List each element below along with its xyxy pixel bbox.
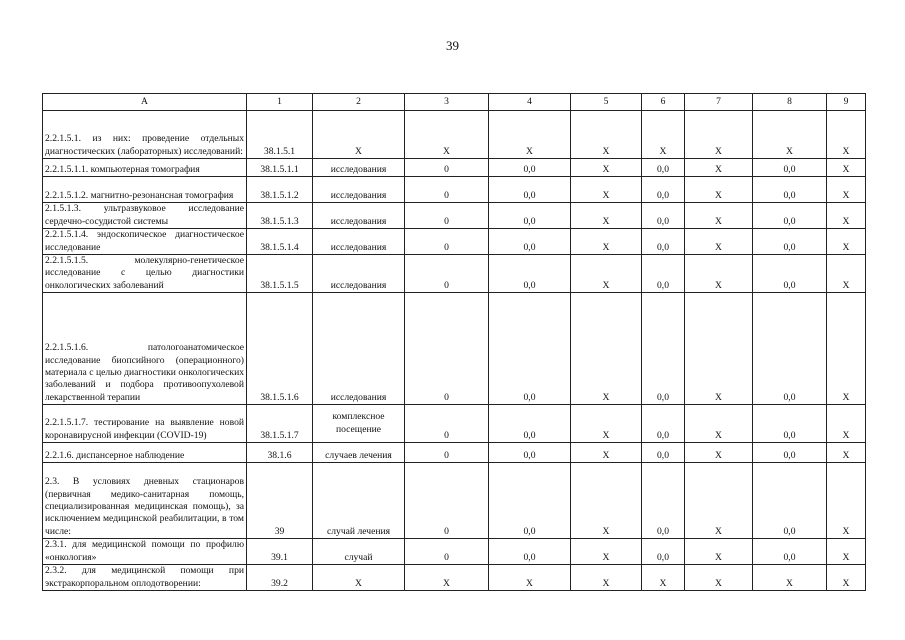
table-header-row bbox=[43, 94, 866, 111]
value-cell: Х bbox=[753, 111, 827, 159]
value-cell: Х bbox=[827, 159, 866, 177]
value-cell: 0,0 bbox=[753, 177, 827, 203]
value-cell: Х bbox=[827, 111, 866, 159]
unit-cell: исследования bbox=[313, 203, 405, 229]
row-code: 38.1.5.1 bbox=[247, 111, 313, 159]
table-row bbox=[43, 565, 866, 591]
value-cell: 0,0 bbox=[642, 405, 685, 443]
value-cell: 0 bbox=[405, 159, 489, 177]
value-cell: 0 bbox=[405, 203, 489, 229]
unit-cell: случай bbox=[313, 539, 405, 565]
value-cell: Х bbox=[685, 293, 753, 405]
value-cell: Х bbox=[489, 565, 571, 591]
value-cell: Х bbox=[571, 443, 642, 463]
value-cell: Х bbox=[642, 111, 685, 159]
value-cell: Х bbox=[685, 203, 753, 229]
row-code: 39.1 bbox=[247, 539, 313, 565]
unit-cell: Х bbox=[313, 565, 405, 591]
unit-cell: исследования bbox=[313, 159, 405, 177]
column-header: 5 bbox=[571, 94, 642, 111]
value-cell: Х bbox=[685, 177, 753, 203]
table-row bbox=[43, 463, 866, 539]
row-description: 2.3.2. для медицинской помощи при экстракорпоральном оплодотворении: bbox=[43, 565, 247, 591]
value-cell: 0,0 bbox=[753, 443, 827, 463]
value-cell: 0 bbox=[405, 177, 489, 203]
table-row bbox=[43, 539, 866, 565]
column-header: 2 bbox=[313, 94, 405, 111]
value-cell: 0 bbox=[405, 539, 489, 565]
value-cell: Х bbox=[405, 565, 489, 591]
unit-cell: комплексное посещение bbox=[313, 405, 405, 443]
unit-cell: исследования bbox=[313, 229, 405, 255]
value-cell: 0 bbox=[405, 463, 489, 539]
page-number: 39 bbox=[446, 38, 459, 53]
table-row bbox=[43, 229, 866, 255]
value-cell: 0,0 bbox=[489, 159, 571, 177]
value-cell: Х bbox=[571, 229, 642, 255]
value-cell: 0 bbox=[405, 229, 489, 255]
value-cell: 0,0 bbox=[489, 177, 571, 203]
unit-cell: случаев лечения bbox=[313, 443, 405, 463]
column-header: 4 bbox=[489, 94, 571, 111]
value-cell: 0,0 bbox=[642, 293, 685, 405]
row-code: 38.1.6 bbox=[247, 443, 313, 463]
value-cell: Х bbox=[827, 565, 866, 591]
row-description: 2.2.1.5.1. из них: проведение отдельных диагностических (лабораторных) исследований: bbox=[43, 111, 247, 159]
value-cell: 0,0 bbox=[753, 159, 827, 177]
value-cell: 0,0 bbox=[642, 255, 685, 293]
value-cell: 0,0 bbox=[489, 293, 571, 405]
table-row bbox=[43, 405, 866, 443]
value-cell: Х bbox=[827, 443, 866, 463]
value-cell: 0,0 bbox=[642, 443, 685, 463]
table-row bbox=[43, 443, 866, 463]
value-cell: 0 bbox=[405, 443, 489, 463]
value-cell: Х bbox=[571, 111, 642, 159]
row-description: 2.2.1.5.1.1. компьютерная томография bbox=[43, 159, 247, 177]
column-header: 1 bbox=[247, 94, 313, 111]
column-header: 8 bbox=[753, 94, 827, 111]
value-cell: 0,0 bbox=[489, 463, 571, 539]
row-code: 38.1.5.1.2 bbox=[247, 177, 313, 203]
value-cell: Х bbox=[685, 565, 753, 591]
row-code: 38.1.5.1.1 bbox=[247, 159, 313, 177]
value-cell: Х bbox=[571, 539, 642, 565]
row-code: 38.1.5.1.4 bbox=[247, 229, 313, 255]
row-description: 2.3.1. для медицинской помощи по профилю «онкология» bbox=[43, 539, 247, 565]
row-description: 2.2.1.6. диспансерное наблюдение bbox=[43, 443, 247, 463]
value-cell: Х bbox=[753, 565, 827, 591]
value-cell: Х bbox=[489, 111, 571, 159]
row-description: 2.2.1.5.1.6. патологоанатомическое исследование биопсийного (операционного) материала с целью диагностики онкологических заболеваний и подбора противоопухолевой лекарственной терапии bbox=[43, 293, 247, 405]
value-cell: 0,0 bbox=[489, 203, 571, 229]
value-cell: Х bbox=[685, 463, 753, 539]
column-header: 7 bbox=[685, 94, 753, 111]
value-cell: Х bbox=[685, 229, 753, 255]
unit-cell: исследования bbox=[313, 255, 405, 293]
row-code: 39.2 bbox=[247, 565, 313, 591]
row-description: 2.1.5.1.3. ультразвуковое исследование сердечно-сосудистой системы bbox=[43, 203, 247, 229]
value-cell: 0,0 bbox=[753, 405, 827, 443]
row-code: 38.1.5.1.7 bbox=[247, 405, 313, 443]
value-cell: 0,0 bbox=[753, 539, 827, 565]
value-cell: Х bbox=[685, 539, 753, 565]
unit-cell: исследования bbox=[313, 177, 405, 203]
row-description: 2.2.1.5.1.5. молекулярно-генетическое исследование с целью диагностики онкологических заболеваний bbox=[43, 255, 247, 293]
value-cell: 0 bbox=[405, 405, 489, 443]
table-row bbox=[43, 159, 866, 177]
value-cell: 0,0 bbox=[642, 203, 685, 229]
column-header: А bbox=[43, 94, 247, 111]
value-cell: 0,0 bbox=[753, 255, 827, 293]
value-cell: Х bbox=[571, 293, 642, 405]
value-cell: 0,0 bbox=[642, 159, 685, 177]
value-cell: 0,0 bbox=[489, 539, 571, 565]
value-cell: Х bbox=[827, 203, 866, 229]
unit-cell: случай лечения bbox=[313, 463, 405, 539]
row-description: 2.2.1.5.1.7. тестирование на выявление новой коронавирусной инфекции (COVID-19) bbox=[43, 405, 247, 443]
value-cell: Х bbox=[685, 405, 753, 443]
value-cell: Х bbox=[571, 203, 642, 229]
value-cell: 0,0 bbox=[753, 293, 827, 405]
value-cell: Х bbox=[685, 159, 753, 177]
unit-cell: исследования bbox=[313, 293, 405, 405]
value-cell: Х bbox=[827, 405, 866, 443]
value-cell: Х bbox=[685, 255, 753, 293]
column-header: 3 bbox=[405, 94, 489, 111]
value-cell: 0,0 bbox=[642, 463, 685, 539]
column-header: 6 bbox=[642, 94, 685, 111]
row-code: 38.1.5.1.3 bbox=[247, 203, 313, 229]
value-cell: Х bbox=[827, 255, 866, 293]
value-cell: Х bbox=[571, 405, 642, 443]
unit-cell: Х bbox=[313, 111, 405, 159]
value-cell: Х bbox=[571, 159, 642, 177]
row-description: 2.3. В условиях дневных стационаров (первичная медико-санитарная помощь, специализированная медицинская помощь), за исключением медицинской реабилитации, в том числе: bbox=[43, 463, 247, 539]
table-row bbox=[43, 203, 866, 229]
value-cell: 0,0 bbox=[753, 203, 827, 229]
table-row bbox=[43, 255, 866, 293]
value-cell: Х bbox=[571, 463, 642, 539]
row-code: 38.1.5.1.5 bbox=[247, 255, 313, 293]
row-description: 2.2.1.5.1.4. эндоскопическое диагностическое исследование bbox=[43, 229, 247, 255]
value-cell: Х bbox=[685, 443, 753, 463]
row-description: 2.2.1.5.1.2. магнитно-резонансная томография bbox=[43, 177, 247, 203]
value-cell: 0 bbox=[405, 255, 489, 293]
data-table bbox=[42, 93, 866, 591]
value-cell: 0,0 bbox=[753, 229, 827, 255]
value-cell: 0,0 bbox=[642, 229, 685, 255]
value-cell: Х bbox=[827, 229, 866, 255]
value-cell: 0,0 bbox=[642, 539, 685, 565]
value-cell: Х bbox=[571, 177, 642, 203]
value-cell: 0,0 bbox=[489, 255, 571, 293]
value-cell: 0,0 bbox=[753, 463, 827, 539]
row-code: 39 bbox=[247, 463, 313, 539]
value-cell: 0,0 bbox=[642, 177, 685, 203]
value-cell: 0,0 bbox=[489, 443, 571, 463]
value-cell: Х bbox=[571, 565, 642, 591]
row-code: 38.1.5.1.6 bbox=[247, 293, 313, 405]
value-cell: 0 bbox=[405, 293, 489, 405]
table-row bbox=[43, 293, 866, 405]
column-header: 9 bbox=[827, 94, 866, 111]
value-cell: Х bbox=[571, 255, 642, 293]
table-row bbox=[43, 177, 866, 203]
value-cell: Х bbox=[827, 293, 866, 405]
value-cell: Х bbox=[405, 111, 489, 159]
value-cell: Х bbox=[827, 463, 866, 539]
value-cell: 0,0 bbox=[489, 229, 571, 255]
table-body bbox=[43, 111, 866, 591]
value-cell: 0,0 bbox=[489, 405, 571, 443]
value-cell: Х bbox=[642, 565, 685, 591]
value-cell: Х bbox=[827, 539, 866, 565]
value-cell: Х bbox=[827, 177, 866, 203]
table-row bbox=[43, 111, 866, 159]
value-cell: Х bbox=[685, 111, 753, 159]
